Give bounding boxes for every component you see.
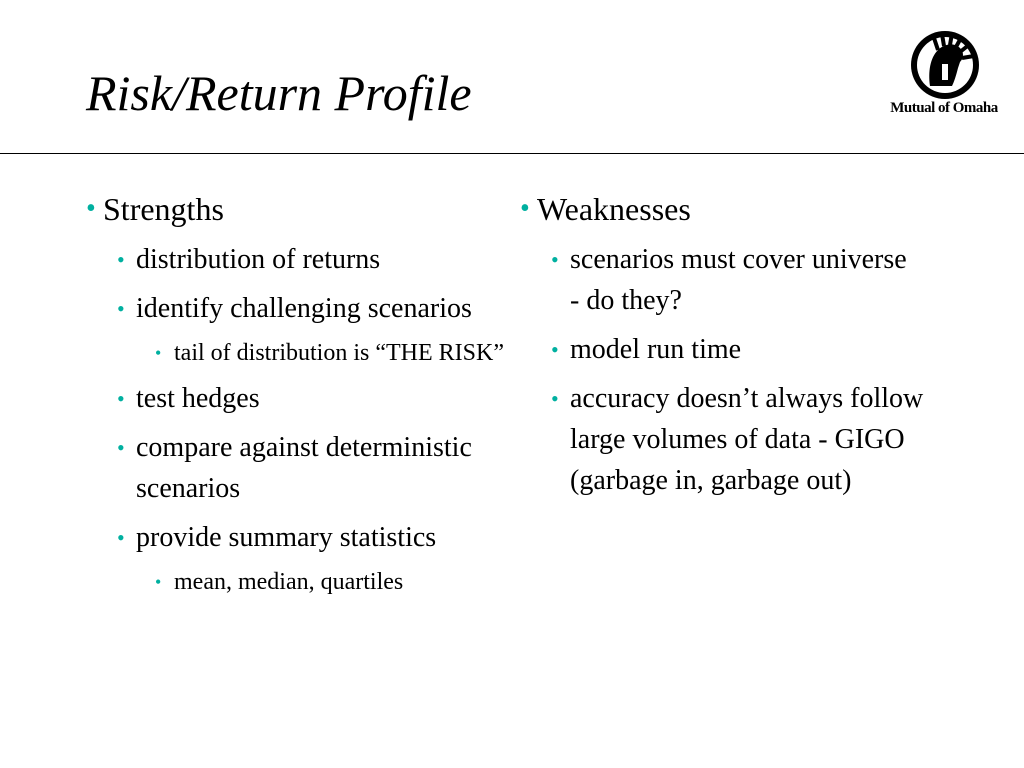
bullet-icon: •: [117, 386, 125, 411]
list-item: [86, 378, 516, 419]
bullet-icon: •: [117, 525, 125, 550]
list-item: [86, 427, 516, 509]
list-item: [86, 239, 516, 280]
sub-list-item-text: mean, median, quartiles: [174, 569, 404, 595]
heading-text: Weaknesses: [537, 191, 691, 227]
list-item-text: distribution of returns: [136, 244, 381, 275]
bullet-icon: •: [551, 386, 559, 411]
strengths-heading: [86, 187, 516, 231]
list-item-text: model run time: [570, 334, 742, 365]
list-item-text: compare against deterministic scenarios: [136, 432, 472, 504]
sub-list-item-text: tail of distribution is “THE RISK”: [174, 340, 504, 366]
logo-wordmark: Mutual of Omaha: [890, 100, 998, 116]
weaknesses-column: [520, 187, 990, 509]
title-divider: [0, 153, 1024, 154]
bullet-icon: •: [86, 193, 96, 224]
bullet-icon: •: [117, 247, 125, 272]
list-item: [520, 329, 990, 370]
indian-head-emblem-icon: [908, 28, 982, 102]
bullet-icon: •: [155, 343, 162, 363]
bullet-icon: •: [520, 193, 530, 224]
slide-title: Risk/Return Profile: [86, 65, 472, 121]
heading-text: Strengths: [103, 191, 224, 227]
list-item-text: identify challenging scenarios: [136, 293, 472, 324]
list-item-text: scenarios must cover universe - do they?: [570, 244, 907, 316]
bullet-icon: •: [155, 572, 162, 592]
company-logo: [884, 28, 1004, 128]
bullet-icon: •: [117, 296, 125, 321]
sub-list-item: [86, 566, 516, 599]
list-item-text: test hedges: [136, 383, 260, 414]
weaknesses-heading: [520, 187, 990, 231]
list-item: [520, 239, 920, 321]
strengths-column: [86, 187, 516, 607]
list-item: [86, 517, 516, 558]
list-item: [520, 378, 930, 501]
list-item: [86, 288, 516, 329]
bullet-icon: •: [551, 247, 559, 272]
sub-list-item: [86, 337, 516, 370]
list-item-text: provide summary statistics: [136, 522, 437, 553]
bullet-icon: •: [551, 337, 559, 362]
bullet-icon: •: [117, 435, 125, 460]
list-item-text: accuracy doesn’t always follow large volumes of data - GIGO (garbage in, garbage out): [570, 383, 924, 496]
